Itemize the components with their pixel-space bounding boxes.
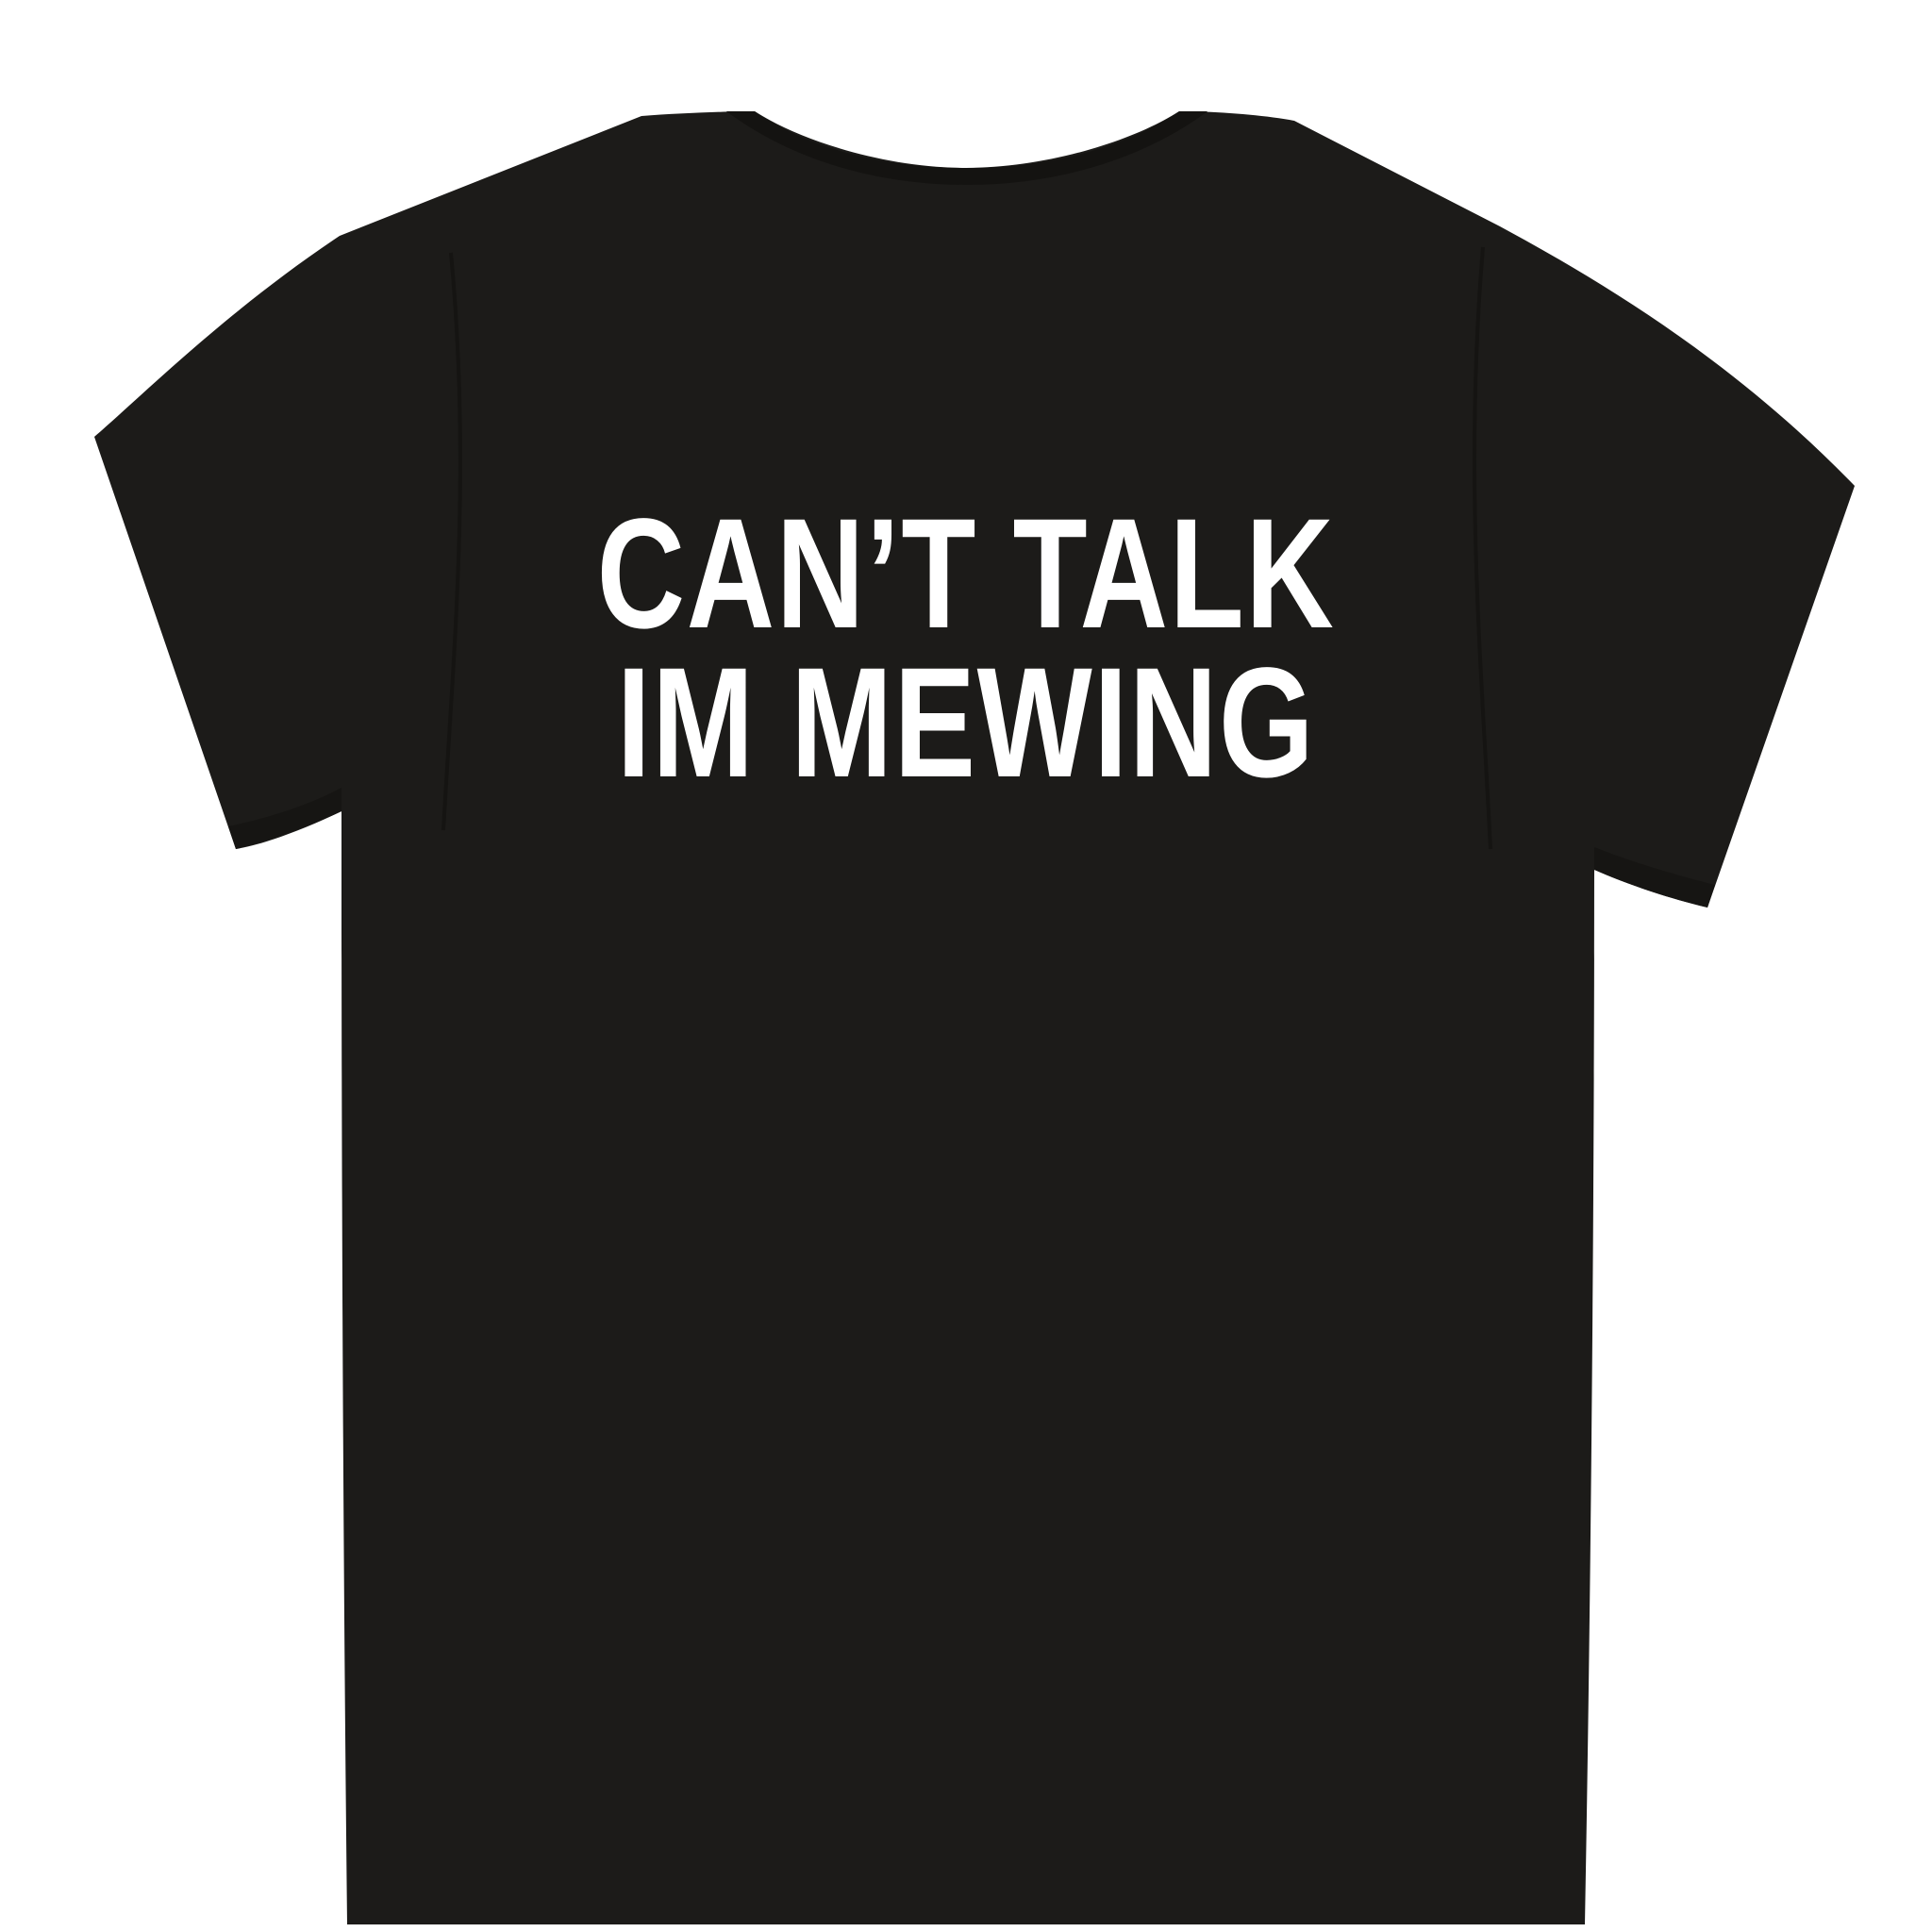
print-line-2: IM MEWING xyxy=(616,636,1316,810)
tshirt-body xyxy=(94,111,1855,1924)
print-line-1: CAN’T TALK xyxy=(596,487,1336,661)
shirt-print-text xyxy=(596,487,1336,810)
